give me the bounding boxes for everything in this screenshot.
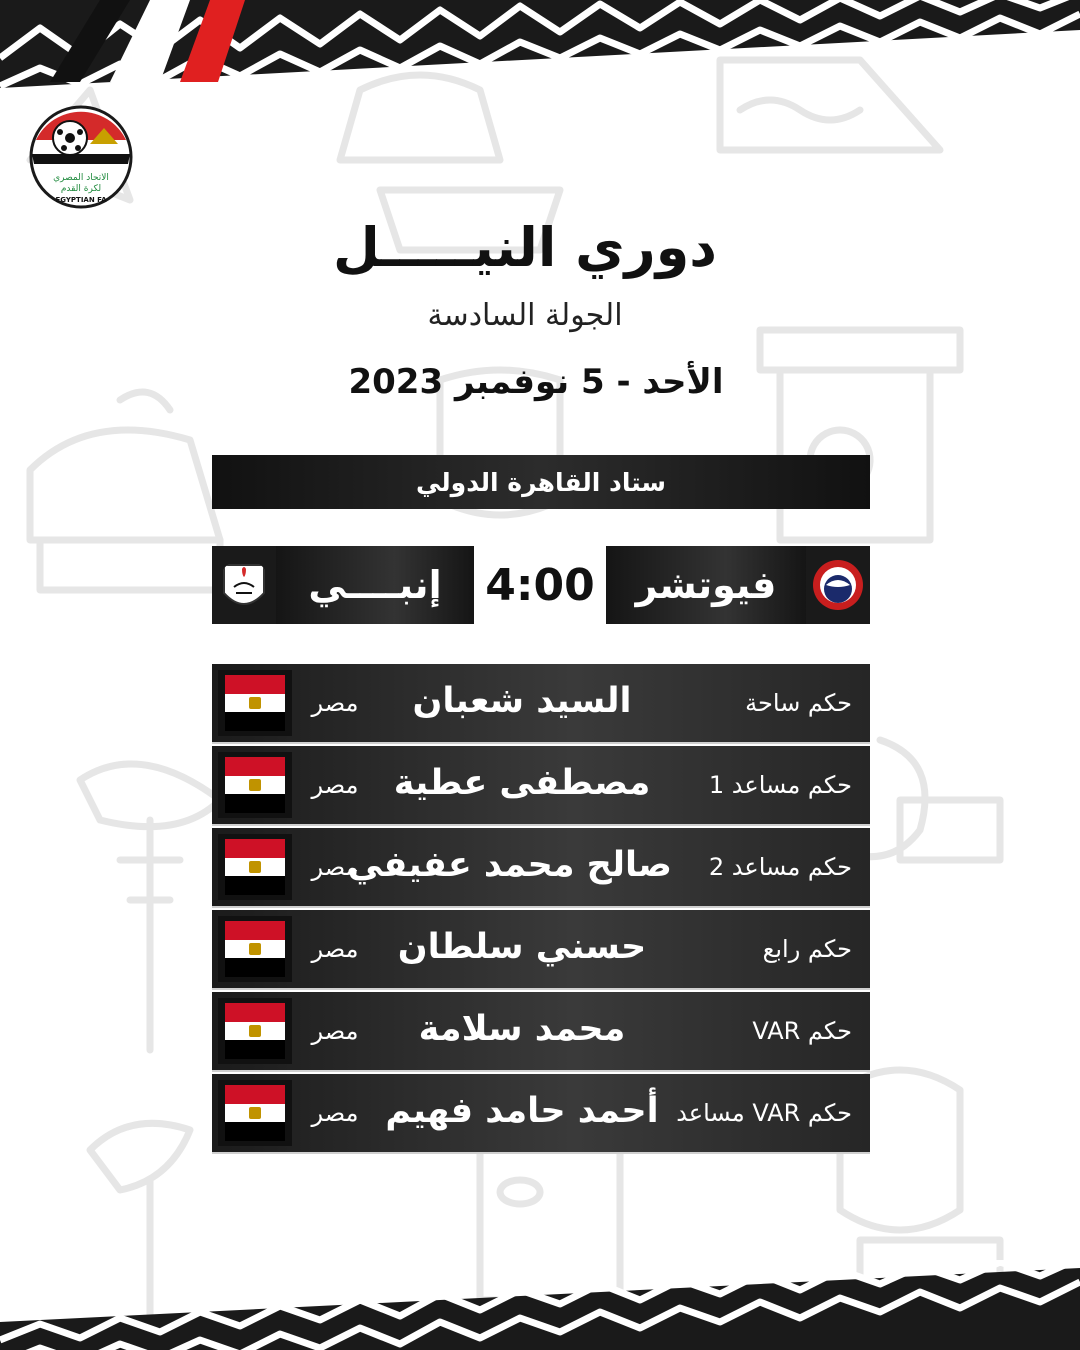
kickoff-time: 4:00	[474, 546, 606, 624]
home-team-name: فيوتشر	[606, 546, 806, 624]
referee-row	[212, 1074, 870, 1154]
flag-box	[218, 834, 292, 900]
match-row	[212, 546, 870, 624]
referee-name: السيد شعبان	[412, 681, 632, 721]
referee-name: صالح محمد عفيفي	[347, 845, 672, 885]
egypt-flag-icon	[225, 757, 285, 813]
away-team-logo-box	[212, 546, 276, 624]
referee-row	[212, 746, 870, 826]
referee-country: مصر	[311, 1017, 359, 1045]
stadium-bar	[212, 455, 870, 509]
future-fc-logo-icon	[812, 559, 864, 611]
egyptian-fa-logo	[28, 104, 134, 210]
referee-country: مصر	[311, 1099, 359, 1127]
referee-name: أحمد حامد فهيم	[385, 1091, 659, 1131]
bottom-zigzag-border	[0, 1260, 1080, 1350]
referee-row	[212, 910, 870, 990]
referee-name: مصطفى عطية	[393, 763, 651, 803]
egypt-flag-icon	[225, 839, 285, 895]
egypt-flag-icon	[225, 1085, 285, 1141]
flag-box	[218, 1080, 292, 1146]
referee-country: مصر	[311, 853, 359, 881]
league-title: دوري النيـــــل	[332, 216, 717, 279]
away-team-name: إنبــــي	[276, 546, 474, 624]
round-label: الجولة السادسة	[427, 298, 623, 333]
enppi-logo-icon	[218, 559, 270, 611]
referee-row	[212, 828, 870, 908]
match-date: الأحد - 5 نوفمبر 2023	[348, 362, 724, 402]
flag-ribbon	[40, 0, 250, 82]
svg-text:EGYPTIAN FA: EGYPTIAN FA	[55, 196, 107, 204]
home-team-logo-box	[806, 546, 870, 624]
egypt-flag-icon	[225, 1003, 285, 1059]
flag-box	[218, 752, 292, 818]
svg-text:الاتحاد المصري: الاتحاد المصري	[53, 173, 109, 183]
referee-role: حكم ساحة	[745, 689, 852, 717]
referee-row	[212, 992, 870, 1072]
egypt-flag-icon	[225, 921, 285, 977]
referee-country: مصر	[311, 771, 359, 799]
referee-name: محمد سلامة	[418, 1009, 626, 1049]
referee-list	[212, 664, 870, 1156]
referee-country: مصر	[311, 935, 359, 963]
referee-name: حسني سلطان	[397, 927, 647, 967]
referee-role: حكم VAR مساعد	[676, 1099, 852, 1127]
flag-box	[218, 670, 292, 736]
referee-row	[212, 664, 870, 744]
referee-role: حكم VAR	[752, 1017, 852, 1045]
egypt-flag-icon	[225, 675, 285, 731]
referee-role: حكم رابع	[762, 935, 852, 963]
stadium-name: ستاد القاهرة الدولي	[415, 467, 666, 497]
referee-role: حكم مساعد 1	[708, 771, 852, 799]
referee-country: مصر	[311, 689, 359, 717]
svg-text:لكرة القدم: لكرة القدم	[60, 184, 102, 194]
flag-box	[218, 998, 292, 1064]
referee-role: حكم مساعد 2	[708, 853, 852, 881]
flag-box	[218, 916, 292, 982]
